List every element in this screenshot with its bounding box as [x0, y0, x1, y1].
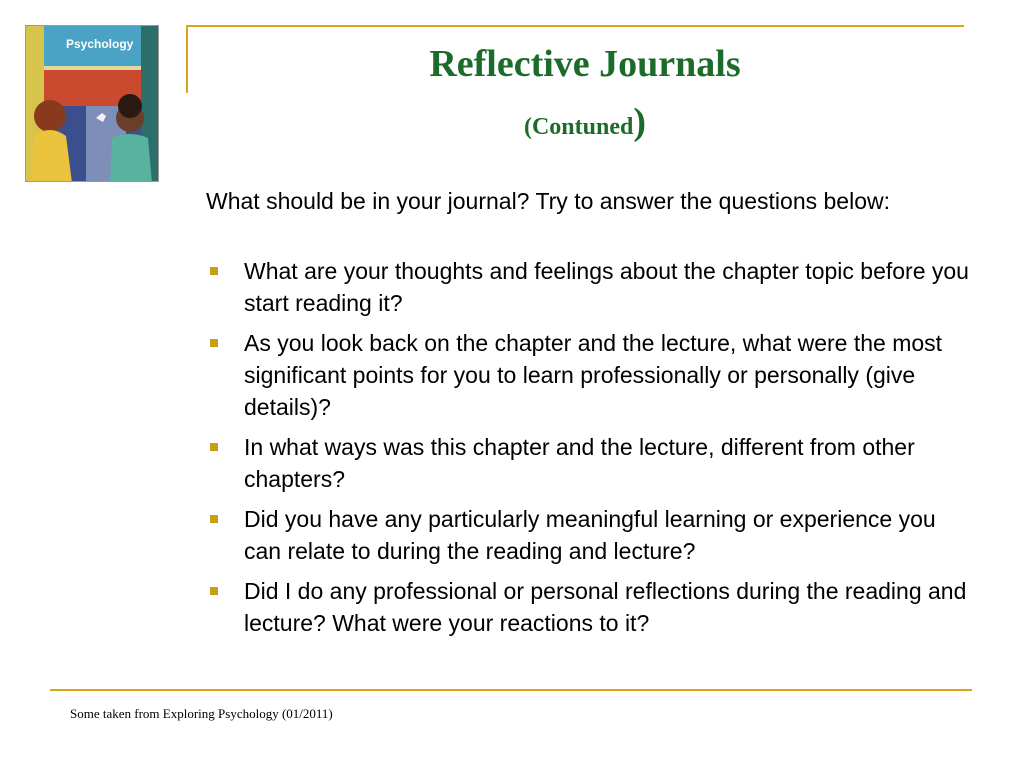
- cover-title-text: Psychology: [66, 37, 134, 51]
- bullet-item: [206, 431, 976, 495]
- slide-body: [206, 185, 976, 647]
- cover-illustration: [26, 26, 159, 182]
- bullet-text: Did you have any particularly meaningful learning or experience you can relate to during the reading and lecture?: [244, 506, 936, 564]
- intro-text: What should be in your journal? Try to answer the questions below:: [206, 188, 890, 214]
- square-bullet-icon: [210, 587, 218, 595]
- footer-rule: [50, 689, 972, 691]
- slide-title: Reflective Journals: [429, 43, 741, 85]
- bullet-text: What are your thoughts and feelings about the chapter topic before you start reading it?: [244, 258, 969, 316]
- bullet-text: Did I do any professional or personal reflections during the reading and lecture? What were your reactions to it?: [244, 578, 967, 636]
- square-bullet-icon: [210, 339, 218, 347]
- slide-subtitle: [200, 102, 970, 147]
- bullet-item: [206, 575, 976, 639]
- square-bullet-icon: [210, 267, 218, 275]
- subtitle-text: (Contuned: [523, 114, 634, 140]
- title-rule-horizontal: [186, 25, 964, 27]
- bullet-text: As you look back on the chapter and the lecture, what were the most significant points for you to learn professionally or personally (give details)?: [244, 330, 943, 420]
- footer-citation: Some taken from Exploring Psychology (01/2011): [70, 706, 333, 721]
- bullet-list: [206, 255, 976, 639]
- bullet-item: [206, 255, 976, 319]
- square-bullet-icon: [210, 515, 218, 523]
- square-bullet-icon: [210, 443, 218, 451]
- bullet-item: [206, 503, 976, 567]
- book-cover-image: [25, 25, 159, 182]
- title-rule-vertical: [186, 25, 188, 93]
- subtitle-paren: ): [633, 101, 646, 143]
- bullet-item: [206, 327, 976, 423]
- bullet-text: In what ways was this chapter and the lecture, different from other chapters?: [244, 434, 915, 492]
